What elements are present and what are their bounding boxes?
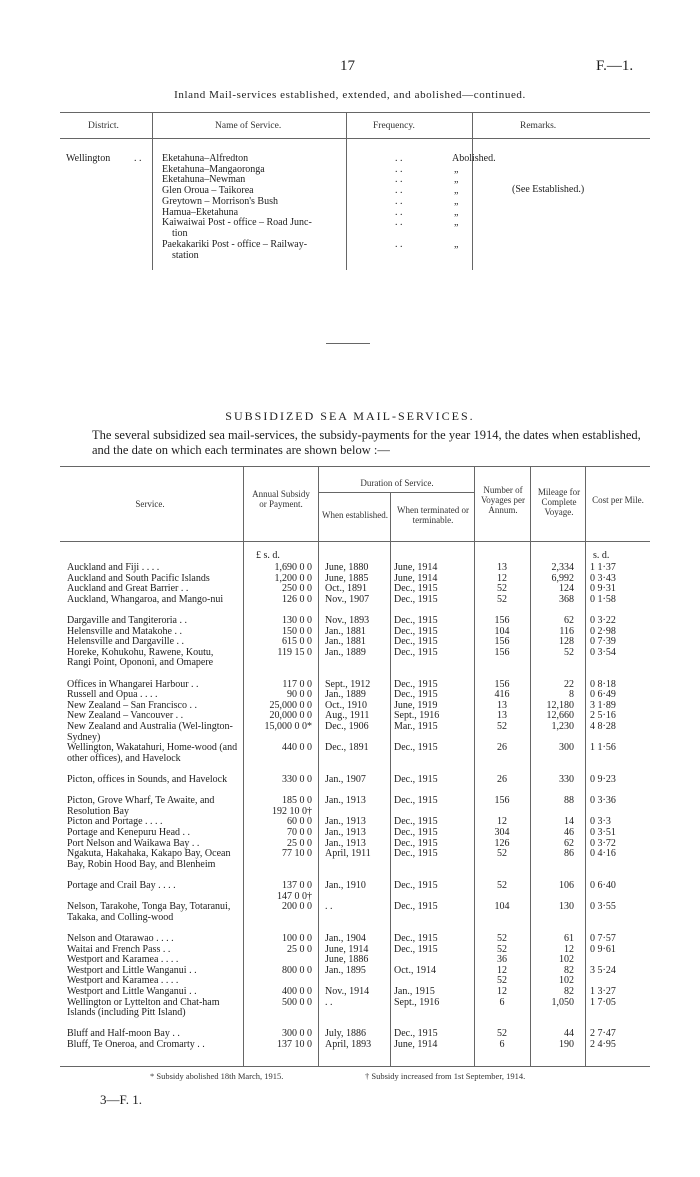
mileage: 62 (564, 615, 574, 626)
inland-service-name: Greytown – Morrison's Bush (162, 196, 278, 207)
subsidy-amount: 1,690 0 0 (274, 562, 312, 573)
terminated-date: Dec., 1915 (394, 943, 438, 955)
voyages-per-annum: 12 (497, 986, 507, 997)
terminated-date: Dec., 1915 (394, 646, 438, 658)
footnote-increased: † Subsidy increased from 1st September, 1914. (365, 1071, 526, 1081)
sea-vrule-6 (585, 466, 586, 1066)
subsidy-amount: 440 0 0 (282, 742, 312, 754)
terminated-date: Sept., 1916 (394, 710, 440, 722)
mileage: 82 (564, 986, 574, 997)
mileage: 102 (559, 954, 574, 966)
service-name: Auckland and Great Barrier . . (67, 583, 189, 595)
terminated-date: Dec., 1915 (394, 1028, 438, 1040)
cost-per-mile: 0 3·55 (590, 901, 616, 913)
voyages-per-annum: 52 (497, 848, 507, 860)
mileage: 62 (564, 837, 574, 849)
cost-per-mile: 4 8·28 (590, 721, 616, 732)
cost-per-mile: 0 9·31 (590, 583, 616, 595)
voyages-per-annum: 52 (497, 1028, 507, 1040)
section-divider (326, 343, 370, 344)
subsidy-amount: 300 0 0 (282, 1028, 312, 1040)
mileage: 52 (564, 646, 574, 658)
established-date: July, 1886 (325, 1028, 367, 1040)
terminated-date: Dec., 1915 (394, 848, 438, 860)
inland-remark: „ (454, 174, 459, 185)
established-date: Dec., 1906 (325, 721, 369, 732)
established-date: Jan., 1913 (325, 816, 366, 828)
established-date: April, 1911 (325, 848, 371, 860)
mileage: 300 (559, 742, 574, 754)
terminated-date: Dec., 1915 (394, 933, 438, 944)
subsidy-amount: 25 0 0 (287, 837, 312, 849)
subsidy-amount: 1,200 0 0 (274, 572, 312, 584)
cost-per-mile: 0 3·51 (590, 827, 616, 838)
sea-vrule-4 (474, 466, 475, 1066)
page-number: 17 (340, 58, 355, 74)
frequency-dots: . . (395, 185, 403, 196)
mileage: 88 (564, 795, 574, 807)
service-name: Auckland and South Pacific Islands (67, 572, 210, 584)
voyages-per-annum: 13 (497, 699, 507, 711)
terminated-date: June, 1914 (394, 1039, 438, 1050)
mileage: 2,334 (551, 562, 574, 573)
mileage: 1,230 (551, 721, 574, 732)
voyages-per-annum: 304 (494, 827, 510, 838)
mileage: 1,050 (551, 996, 574, 1008)
terminated-date: Dec., 1915 (394, 774, 438, 785)
inland-remark: „ (454, 196, 459, 207)
cost-per-mile: 1 7·05 (590, 996, 616, 1008)
service-name: Westport and Karamea . . . . (67, 954, 179, 966)
mileage: 22 (564, 678, 574, 690)
mileage: 86 (564, 848, 574, 860)
cost-per-mile: 0 3·22 (590, 615, 616, 626)
established-date: Jan., 1907 (325, 774, 366, 785)
mileage: 12,660 (546, 710, 574, 722)
cost-per-mile: 3 5·24 (590, 964, 616, 976)
service-name: Wellington, Wakatahuri, Home-wood (and other offices), and Havelock (67, 742, 238, 764)
mileage: 82 (564, 964, 574, 976)
service-name: New Zealand and Australia (Wel-lington-Sydney) (67, 721, 233, 743)
service-name: Auckland and Fiji . . . . (67, 562, 160, 573)
footnote-abolished: * Subsidy abolished 18th March, 1915. (150, 1071, 284, 1081)
established-date: Jan., 1889 (325, 646, 366, 658)
sea-top-rule (60, 466, 650, 467)
terminated-date: Dec., 1915 (394, 901, 438, 913)
voyages-per-annum: 52 (497, 880, 507, 891)
established-date: Jan., 1910 (325, 880, 366, 891)
service-name: Helensville and Matakohe . . (67, 625, 182, 637)
subsidy-amount: 126 0 0 (282, 593, 312, 605)
subsidy-amount: 100 0 0 (282, 933, 312, 944)
voyages-per-annum: 104 (494, 625, 510, 637)
terminated-date: Dec., 1915 (394, 583, 438, 595)
mileage: 128 (559, 636, 574, 648)
terminated-date: Oct., 1914 (394, 964, 436, 976)
subsidy-amount: 137 0 0 (282, 880, 312, 891)
established-date: Jan., 1913 (325, 795, 366, 807)
voyages-per-annum: 52 (497, 975, 507, 987)
mileage: 12,180 (546, 699, 574, 711)
hdr-sd: s. d. (593, 550, 610, 561)
mileage: 368 (559, 593, 574, 605)
hdr-cost: Cost per Mile. (592, 495, 644, 505)
service-name: Nelson and Otarawao . . . . (67, 933, 174, 944)
inland-vrule-1 (152, 112, 153, 270)
inland-remark: „ (454, 239, 459, 250)
mileage: 130 (559, 901, 574, 913)
terminated-date: June, 1919 (394, 699, 438, 711)
terminated-date: Dec., 1915 (394, 593, 438, 605)
subsidy-amount: 25,000 0 0 (269, 699, 312, 711)
district-dots: . . (134, 153, 142, 164)
subsidy-amount: 137 10 0 (277, 1039, 312, 1050)
subsidy-amount: 25 0 0 (287, 943, 312, 955)
established-date: Jan., 1913 (325, 837, 366, 849)
subsidy-amount: 119 15 0 (277, 646, 312, 658)
voyages-per-annum: 36 (497, 954, 507, 966)
terminated-date: Dec., 1915 (394, 625, 438, 637)
mileage: 190 (559, 1039, 574, 1050)
cost-per-mile: 1 3·27 (590, 986, 616, 997)
col-frequency: Frequency. (373, 121, 415, 131)
voyages-per-annum: 12 (497, 572, 507, 584)
hdr-established: When established. (322, 510, 388, 520)
inland-vrule-3 (472, 112, 473, 270)
cost-per-mile: 0 3·3 (590, 816, 611, 828)
subsidy-amount: 77 10 0 (282, 848, 312, 860)
service-name: Dargaville and Tangiteroria . . (67, 615, 187, 626)
terminated-date: June, 1914 (394, 572, 438, 584)
subsidy-amount: 15,000 0 0* (264, 721, 312, 732)
hdr-subsidy: Annual Subsidy or Payment. (252, 489, 310, 509)
sea-vrule-3 (390, 492, 391, 1066)
col-remarks: Remarks. (520, 121, 557, 131)
cost-per-mile: 2 4·95 (590, 1039, 616, 1050)
service-name: Picton, Grove Wharf, Te Awaite, and Resolution Bay (67, 795, 215, 817)
mileage: 8 (569, 689, 574, 701)
inland-service-name: Eketahuna–Mangaoronga (162, 164, 265, 175)
mileage: 124 (559, 583, 574, 595)
subsidy-amount: 500 0 0 (282, 996, 312, 1008)
inland-service-name: Paekakariki Post - office – Railway- (162, 239, 308, 250)
established-date: . . (325, 996, 333, 1008)
inland-service-name: tion (172, 228, 188, 239)
terminated-date: Dec., 1915 (394, 816, 438, 828)
cost-per-mile: 1 1·56 (590, 742, 616, 754)
established-date: June, 1886 (325, 954, 369, 966)
established-date: Jan., 1889 (325, 689, 366, 701)
document-reference: F.—1. (596, 58, 634, 74)
subsidy-amount: 330 0 0 (282, 774, 312, 785)
inland-remark: Abolished. (452, 153, 496, 164)
cost-per-mile: 0 1·58 (590, 593, 616, 605)
subsidy-amount: 130 0 0 (282, 615, 312, 626)
mileage: 61 (564, 933, 574, 944)
voyages-per-annum: 104 (494, 901, 510, 913)
inland-service-name: Eketahuna–Alfredton (162, 153, 249, 164)
sea-intro-text: The several subsidized sea mail-services, the subsidy-payments for the year 1914, the dates when established, and the date on which each terminates are shown below :— (92, 428, 641, 457)
mileage: 44 (564, 1028, 574, 1040)
voyages-per-annum: 13 (497, 710, 507, 722)
terminated-date: Dec., 1915 (394, 880, 438, 891)
subsidy-amount: 60 0 0 (287, 816, 312, 828)
inland-service-name: Eketahuna–Newman (162, 174, 246, 185)
service-name: Auckland, Whangaroa, and Mango-nui (67, 593, 224, 605)
inland-remark: „ (454, 207, 459, 218)
established-date: June, 1914 (325, 943, 369, 955)
cost-per-mile: 0 3·72 (590, 837, 616, 849)
established-date: Dec., 1891 (325, 742, 369, 754)
cost-per-mile: 0 3·43 (590, 572, 616, 584)
inland-service-name: Hamua–Eketahuna (162, 207, 239, 218)
established-date: April, 1893 (325, 1039, 372, 1050)
sea-header-rule (60, 541, 650, 542)
subsidy-amount: 150 0 0 (282, 625, 312, 637)
terminated-date: Mar., 1915 (394, 721, 438, 732)
inland-service-name: Glen Oroua – Taikorea (162, 185, 254, 196)
cost-per-mile: 3 1·89 (590, 699, 616, 711)
sea-vrule-1 (243, 466, 244, 1066)
voyages-per-annum: 156 (494, 646, 510, 658)
established-date: Nov., 1914 (325, 986, 370, 997)
service-name: New Zealand – San Francisco . . (67, 699, 197, 711)
voyages-per-annum: 26 (497, 742, 507, 754)
terminated-date: Dec., 1915 (394, 615, 438, 626)
terminated-date: Dec., 1915 (394, 742, 438, 754)
sea-section-title: SUBSIDIZED SEA MAIL-SERVICES. (225, 409, 475, 423)
voyages-per-annum: 13 (497, 562, 507, 573)
voyages-per-annum: 12 (497, 964, 507, 976)
terminated-date: Sept., 1916 (394, 996, 440, 1008)
mileage: 46 (564, 827, 574, 838)
cost-per-mile: 0 3·36 (590, 795, 616, 807)
mileage: 330 (559, 774, 574, 785)
inland-caption: Inland Mail-services established, extended, and abolished—continued. (174, 89, 526, 101)
terminated-date: June, 1914 (394, 562, 438, 573)
hdr-voyages: Number of Voyages per Annum. (480, 485, 526, 515)
page-signature: 3—F. 1. (100, 1092, 142, 1107)
hdr-service: Service. (135, 499, 165, 509)
cost-per-mile: 0 9·61 (590, 943, 616, 955)
established-date: Jan., 1913 (325, 827, 366, 838)
frequency-dots: . . (395, 207, 403, 218)
subsidy-amount: 615 0 0 (282, 636, 312, 648)
inland-service-name: station (172, 250, 199, 261)
service-name: Portage and Kenepuru Head . . (67, 827, 191, 838)
inland-district: Wellington (66, 153, 111, 164)
service-name: Port Nelson and Waikawa Bay . . (67, 837, 200, 849)
frequency-dots: . . (395, 153, 403, 164)
voyages-per-annum: 126 (494, 837, 510, 849)
subsidy-amount: 192 10 0† (272, 805, 312, 817)
subsidy-amount: 800 0 0 (282, 964, 312, 976)
voyages-per-annum: 52 (497, 593, 507, 605)
service-name: New Zealand – Vancouver . . (67, 710, 184, 722)
frequency-dots: . . (395, 196, 403, 207)
frequency-dots: . . (395, 217, 403, 228)
service-name: Bluff, Te Oneroa, and Cromarty . . (67, 1039, 205, 1050)
cost-per-mile: 1 1·37 (590, 562, 616, 573)
sea-vrule-2 (318, 466, 319, 1066)
sea-bottom-rule (60, 1066, 650, 1067)
service-name: Russell and Opua . . . . (67, 689, 158, 701)
service-name: Westport and Little Wanganui . . (67, 964, 197, 976)
voyages-per-annum: 52 (497, 943, 507, 955)
inland-remark: „ (454, 217, 459, 228)
established-date: . . (325, 901, 333, 913)
established-date: Sept., 1912 (325, 678, 371, 690)
established-date: June, 1880 (325, 562, 369, 573)
mileage: 106 (559, 880, 574, 891)
established-date: Aug., 1911 (325, 710, 370, 722)
terminated-date: Dec., 1915 (394, 689, 438, 701)
service-name: Nelson, Tarakohe, Tonga Bay, Totaranui, Takaka, and Colling-wood (67, 901, 231, 923)
voyages-per-annum: 52 (497, 933, 507, 944)
frequency-dots: . . (395, 164, 403, 175)
established-date: Jan., 1895 (325, 964, 366, 976)
voyages-per-annum: 416 (494, 689, 510, 701)
voyages-per-annum: 6 (499, 996, 505, 1008)
hdr-lsd: £ s. d. (256, 550, 280, 561)
service-name: Westport and Little Wanganui . . (67, 986, 197, 997)
voyages-per-annum: 12 (497, 816, 507, 828)
inland-service-name: Kaiwaiwai Post - office – Road Junc- (162, 217, 312, 228)
mileage: 116 (559, 625, 574, 637)
voyages-per-annum: 156 (494, 678, 510, 690)
terminated-date: Dec., 1915 (394, 795, 438, 807)
service-name: Wellington or Lyttelton and Chat-ham Islands (including Pitt Island) (67, 996, 220, 1019)
service-name: Portage and Crail Bay . . . . (67, 880, 176, 891)
voyages-per-annum: 156 (494, 795, 510, 807)
mileage: 102 (559, 975, 574, 987)
terminated-date: Dec., 1915 (394, 678, 438, 690)
established-date: Oct., 1891 (325, 583, 367, 595)
mileage: 6,992 (551, 572, 574, 584)
subsidy-amount: 70 0 0 (287, 827, 312, 838)
cost-per-mile: 0 7·39 (590, 636, 616, 648)
service-name: Offices in Whangarei Harbour . . (67, 678, 199, 690)
voyages-per-annum: 52 (497, 721, 507, 732)
service-name: Horeke, Kohukohu, Rawene, Koutu, Rangi Point, Opononi, and Omapere (67, 646, 214, 669)
established-date: Jan., 1904 (325, 933, 366, 944)
service-name: Picton and Portage . . . . (67, 816, 163, 828)
established-date: Jan., 1881 (325, 625, 366, 637)
established-date: June, 1885 (325, 572, 369, 584)
inland-remark: „ (454, 185, 459, 196)
established-date: Nov., 1907 (325, 593, 370, 605)
service-name: Westport and Karamea . . . . (67, 975, 179, 987)
inland-remark: „ (454, 164, 459, 175)
cost-per-mile: 0 2·98 (590, 625, 616, 637)
service-name: Ngakuta, Hakahaka, Kakapo Bay, Ocean Bay, Robin Hood Bay, and Blenheim (67, 848, 231, 870)
subsidy-amount: 400 0 0 (282, 986, 312, 997)
terminated-date: Dec., 1915 (394, 636, 438, 648)
subsidy-amount: 90 0 0 (287, 689, 312, 701)
established-date: Oct., 1910 (325, 699, 367, 711)
cost-per-mile: 0 4·16 (590, 848, 616, 860)
service-name: Bluff and Half-moon Bay . . (67, 1028, 180, 1040)
voyages-per-annum: 156 (494, 615, 510, 626)
voyages-per-annum: 52 (497, 583, 507, 595)
hdr-terminated: When terminated or terminable. (397, 505, 469, 525)
terminated-date: Dec., 1915 (394, 837, 438, 849)
inland-top-rule (60, 112, 650, 113)
mileage: 12 (564, 943, 574, 955)
mileage: 14 (564, 816, 574, 828)
inland-vrule-2 (346, 112, 347, 270)
hdr-mileage: Mileage for Complete Voyage. (537, 487, 581, 517)
cost-per-mile: 2 5·16 (590, 710, 616, 722)
subsidy-amount: 185 0 0 (282, 795, 312, 807)
service-name: Helensville and Dargaville . . (67, 636, 185, 648)
cost-per-mile: 0 8·18 (590, 678, 616, 690)
col-district: District. (88, 121, 119, 131)
cost-per-mile: 0 7·57 (590, 933, 616, 944)
cost-per-mile: 0 3·54 (590, 646, 616, 658)
subsidy-amount: 250 0 0 (282, 583, 312, 595)
service-name: Waitai and French Pass . . (67, 943, 171, 955)
established-date: Jan., 1881 (325, 636, 366, 648)
col-service-name: Name of Service. (215, 121, 282, 131)
cost-per-mile: 0 6·40 (590, 880, 616, 891)
see-established-note: (See Established.) (512, 184, 585, 195)
cost-per-mile: 0 6·49 (590, 689, 616, 701)
subsidy-amount: 200 0 0 (282, 901, 312, 913)
subsidy-amount: 117 0 0 (282, 678, 312, 690)
terminated-date: Dec., 1915 (394, 827, 438, 838)
established-date: Nov., 1893 (325, 615, 370, 626)
terminated-date: Jan., 1915 (394, 986, 435, 997)
service-name: Picton, offices in Sounds, and Havelock (67, 774, 228, 785)
voyages-per-annum: 6 (499, 1039, 505, 1050)
sea-vrule-5 (530, 466, 531, 1066)
frequency-dots: . . (395, 174, 403, 185)
hdr-duration: Duration of Service. (360, 478, 434, 488)
subsidy-amount: 20,000 0 0 (269, 710, 312, 722)
duration-subrule (318, 492, 474, 493)
subsidy-amount: 147 0 0† (277, 890, 312, 902)
inland-header-rule (60, 138, 650, 139)
cost-per-mile: 2 7·47 (590, 1028, 616, 1040)
voyages-per-annum: 156 (494, 636, 510, 648)
frequency-dots: . . (395, 239, 403, 250)
cost-per-mile: 0 9·23 (590, 774, 616, 785)
voyages-per-annum: 26 (497, 774, 507, 785)
